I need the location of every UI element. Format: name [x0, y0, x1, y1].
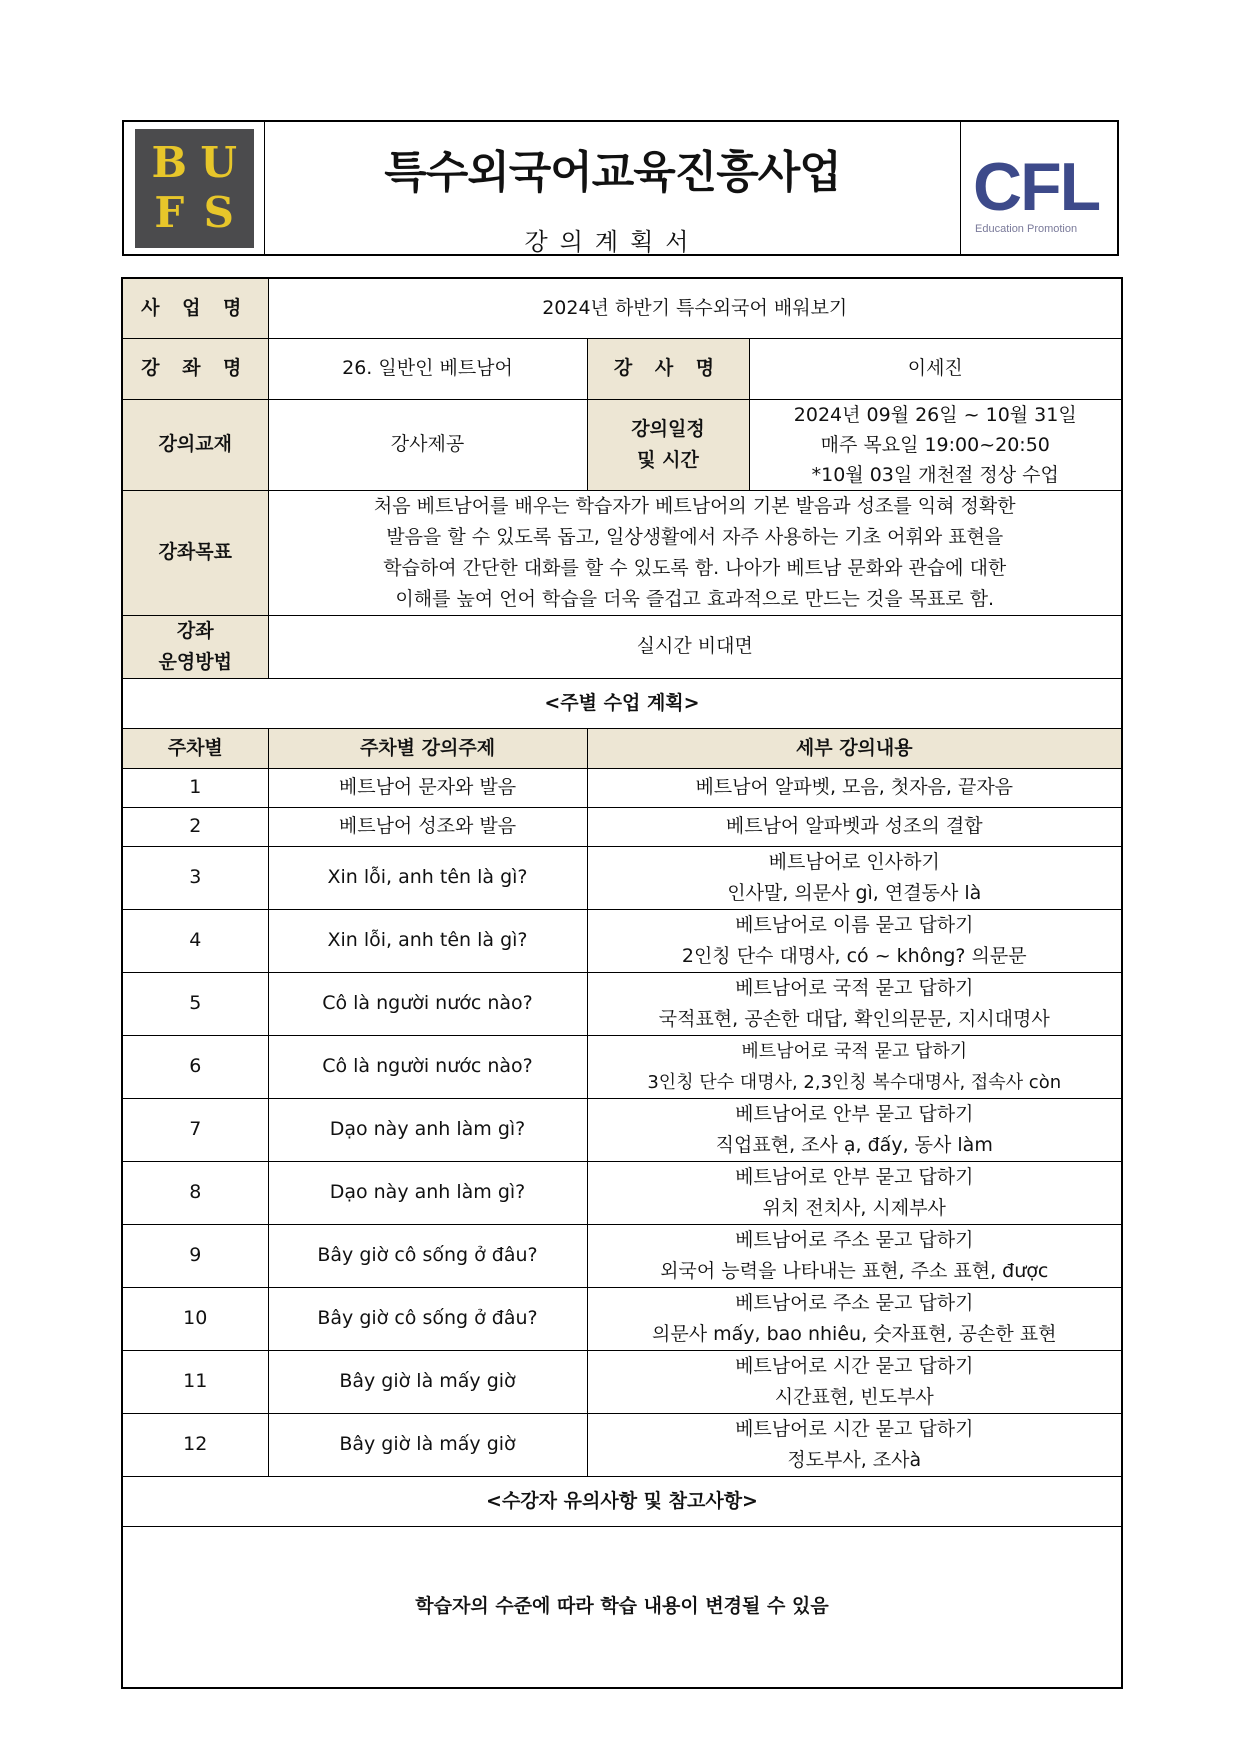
week-topic: Bây giờ là mấy giờ — [268, 1350, 587, 1413]
week-number: 3 — [122, 846, 268, 909]
detail-line: 베트남어 알파벳과 성조의 결합 — [725, 815, 983, 837]
method-label-line: 운영방법 — [158, 650, 232, 673]
detail-line: 베트남어로 이름 묻고 답하기 — [735, 913, 974, 936]
detail-line: 베트남어로 주소 묻고 답하기 — [735, 1228, 974, 1251]
detail-line: 국적표현, 공손한 대답, 확인의문문, 지시대명사 — [658, 1007, 1050, 1030]
instructor-value: 이세진 — [749, 338, 1122, 399]
row-project — [122, 278, 1122, 338]
week-number: 9 — [122, 1224, 268, 1287]
row-notes-section — [122, 1476, 1122, 1526]
svg-text:CFL: CFL — [973, 149, 1100, 225]
detail-line: 베트남어로 시간 묻고 답하기 — [735, 1417, 974, 1440]
week-number: 1 — [122, 768, 268, 807]
detail-line: 3인칭 단수 대명사, 2,3인칭 복수대명사, 접속사 còn — [647, 1071, 1062, 1093]
row-weekly-section — [122, 678, 1122, 728]
document-title: 특수외국어교육진흥사업 — [384, 147, 841, 198]
table-row — [122, 1224, 1122, 1287]
week-detail — [587, 909, 1122, 972]
week-number: 8 — [122, 1161, 268, 1224]
week-topic: 베트남어 문자와 발음 — [268, 768, 587, 807]
week-topic: Bây giờ cô sống ở đâu? — [268, 1224, 587, 1287]
method-label-line: 강좌 — [176, 619, 214, 642]
week-topic: Bây giờ là mấy giờ — [268, 1413, 587, 1476]
bufs-logo — [135, 129, 254, 248]
col-header-topic: 주차별 강의주제 — [268, 728, 587, 768]
detail-line: 외국어 능력을 나타내는 표현, 주소 표현, được — [660, 1259, 1049, 1282]
week-detail — [587, 1224, 1122, 1287]
course-label: 강 좌 명 — [122, 338, 268, 399]
week-topic: Cô là người nước nào? — [268, 1035, 587, 1098]
week-topic: Bây giờ cô sống ở đâu? — [268, 1287, 587, 1350]
row-weekly-header — [122, 728, 1122, 768]
detail-line: 베트남어 알파벳, 모음, 첫자음, 끝자음 — [695, 776, 1014, 798]
week-detail — [587, 1098, 1122, 1161]
col-header-week: 주차별 — [122, 728, 268, 768]
week-number: 10 — [122, 1287, 268, 1350]
instructor-label: 강 사 명 — [587, 338, 749, 399]
week-topic: Xin lỗi, anh tên là gì? — [268, 909, 587, 972]
detail-line: 베트남어로 국적 묻고 답하기 — [741, 1040, 968, 1062]
schedule-value — [749, 399, 1122, 490]
goal-line: 발음을 할 수 있도록 돕고, 일상생활에서 자주 사용하는 기초 어휘와 표현을 — [386, 525, 1004, 548]
row-method — [122, 615, 1122, 678]
detail-line: 베트남어로 시간 묻고 답하기 — [735, 1354, 974, 1377]
goal-line: 학습하여 간단한 대화를 할 수 있도록 함. 나아가 베트남 문화와 관습에 대한 — [383, 556, 1007, 579]
schedule-line: *10월 03일 개천절 정상 수업 — [811, 463, 1059, 486]
week-detail — [587, 1161, 1122, 1224]
detail-line: 베트남어로 안부 묻고 답하기 — [735, 1102, 974, 1125]
project-value: 2024년 하반기 특수외국어 배워보기 — [268, 278, 1122, 338]
table-row — [122, 1035, 1122, 1098]
week-topic: Cô là người nước nào? — [268, 972, 587, 1035]
week-detail — [587, 768, 1122, 807]
syllabus-table — [121, 277, 1123, 1689]
detail-line: 베트남어로 주소 묻고 답하기 — [735, 1291, 974, 1314]
table-row — [122, 1413, 1122, 1476]
week-topic: Xin lỗi, anh tên là gì? — [268, 846, 587, 909]
table-row — [122, 1098, 1122, 1161]
week-number: 4 — [122, 909, 268, 972]
textbook-value: 강사제공 — [268, 399, 587, 490]
row-course — [122, 338, 1122, 399]
schedule-label — [587, 399, 749, 490]
notes-section-title: <수강자 유의사항 및 참고사항> — [122, 1476, 1122, 1526]
goal-label: 강좌목표 — [122, 490, 268, 615]
week-number: 2 — [122, 807, 268, 846]
detail-line: 직업표현, 조사 ạ, đấy, 동사 làm — [715, 1133, 993, 1156]
detail-line: 의문사 mấy, bao nhiêu, 숫자표현, 공손한 표현 — [652, 1322, 1057, 1345]
week-topic: 베트남어 성조와 발음 — [268, 807, 587, 846]
bufs-letter: U — [200, 138, 238, 188]
week-number: 12 — [122, 1413, 268, 1476]
detail-line: 인사말, 의문사 gì, 연결동사 là — [727, 881, 982, 904]
week-number: 7 — [122, 1098, 268, 1161]
cfl-logo-cell — [960, 122, 1117, 254]
col-header-detail: 세부 강의내용 — [587, 728, 1122, 768]
row-goal — [122, 490, 1122, 615]
schedule-line: 매주 목요일 19:00~20:50 — [820, 433, 1050, 456]
row-notes-body — [122, 1526, 1122, 1688]
document-header — [122, 120, 1119, 256]
bufs-letter: S — [203, 187, 234, 237]
week-detail — [587, 807, 1122, 846]
detail-line: 2인칭 단수 대명사, có ~ không? 의문문 — [681, 944, 1027, 967]
week-number: 6 — [122, 1035, 268, 1098]
week-topic: Dạo này anh làm gì? — [268, 1098, 587, 1161]
week-detail — [587, 1413, 1122, 1476]
week-topic: Dạo này anh làm gì? — [268, 1161, 587, 1224]
row-textbook-schedule — [122, 399, 1122, 490]
detail-line: 시간표현, 빈도부사 — [774, 1385, 934, 1408]
method-label — [122, 615, 268, 678]
goal-line: 이해를 높여 언어 학습을 더욱 즐겁고 효과적으로 만드는 것을 목표로 함. — [395, 587, 995, 610]
detail-line: 위치 전치사, 시제부사 — [762, 1196, 946, 1219]
schedule-label-line: 강의일정 — [631, 417, 705, 440]
bufs-letter: B — [151, 138, 187, 188]
textbook-label: 강의교재 — [122, 399, 268, 490]
detail-line: 베트남어로 안부 묻고 답하기 — [735, 1165, 974, 1188]
detail-line: 베트남어로 인사하기 — [768, 850, 940, 873]
table-row — [122, 972, 1122, 1035]
table-row — [122, 1350, 1122, 1413]
weekly-section-title: <주별 수업 계획> — [122, 678, 1122, 728]
method-value: 실시간 비대면 — [268, 615, 1122, 678]
detail-line: 정도부사, 조사à — [787, 1448, 922, 1471]
document-subtitle: 강의계획서 — [524, 228, 701, 256]
week-detail — [587, 1035, 1122, 1098]
table-row — [122, 768, 1122, 807]
cfl-logo — [969, 138, 1109, 238]
goal-value — [268, 490, 1122, 615]
notes-text: 학습자의 수준에 따라 학습 내용이 변경될 수 있음 — [122, 1526, 1122, 1688]
week-detail — [587, 846, 1122, 909]
week-detail — [587, 1350, 1122, 1413]
bufs-logo-cell — [124, 122, 265, 254]
table-row — [122, 807, 1122, 846]
week-number: 5 — [122, 972, 268, 1035]
course-value: 26. 일반인 베트남어 — [268, 338, 587, 399]
week-detail — [587, 1287, 1122, 1350]
header-title-block — [265, 122, 960, 254]
schedule-line: 2024년 09월 26일 ~ 10월 31일 — [793, 403, 1077, 426]
table-row — [122, 1287, 1122, 1350]
schedule-label-line: 및 시간 — [637, 448, 699, 471]
table-row — [122, 1161, 1122, 1224]
goal-line: 처음 베트남어를 배우는 학습자가 베트남어의 기본 발음과 성조를 익혀 정확한 — [373, 494, 1016, 517]
project-label: 사 업 명 — [122, 278, 268, 338]
detail-line: 베트남어로 국적 묻고 답하기 — [735, 976, 974, 999]
table-row — [122, 909, 1122, 972]
week-number: 11 — [122, 1350, 268, 1413]
svg-text:Education Promotion: Education Promotion — [975, 223, 1078, 235]
week-detail — [587, 972, 1122, 1035]
bufs-letter: F — [154, 187, 185, 237]
table-row — [122, 846, 1122, 909]
